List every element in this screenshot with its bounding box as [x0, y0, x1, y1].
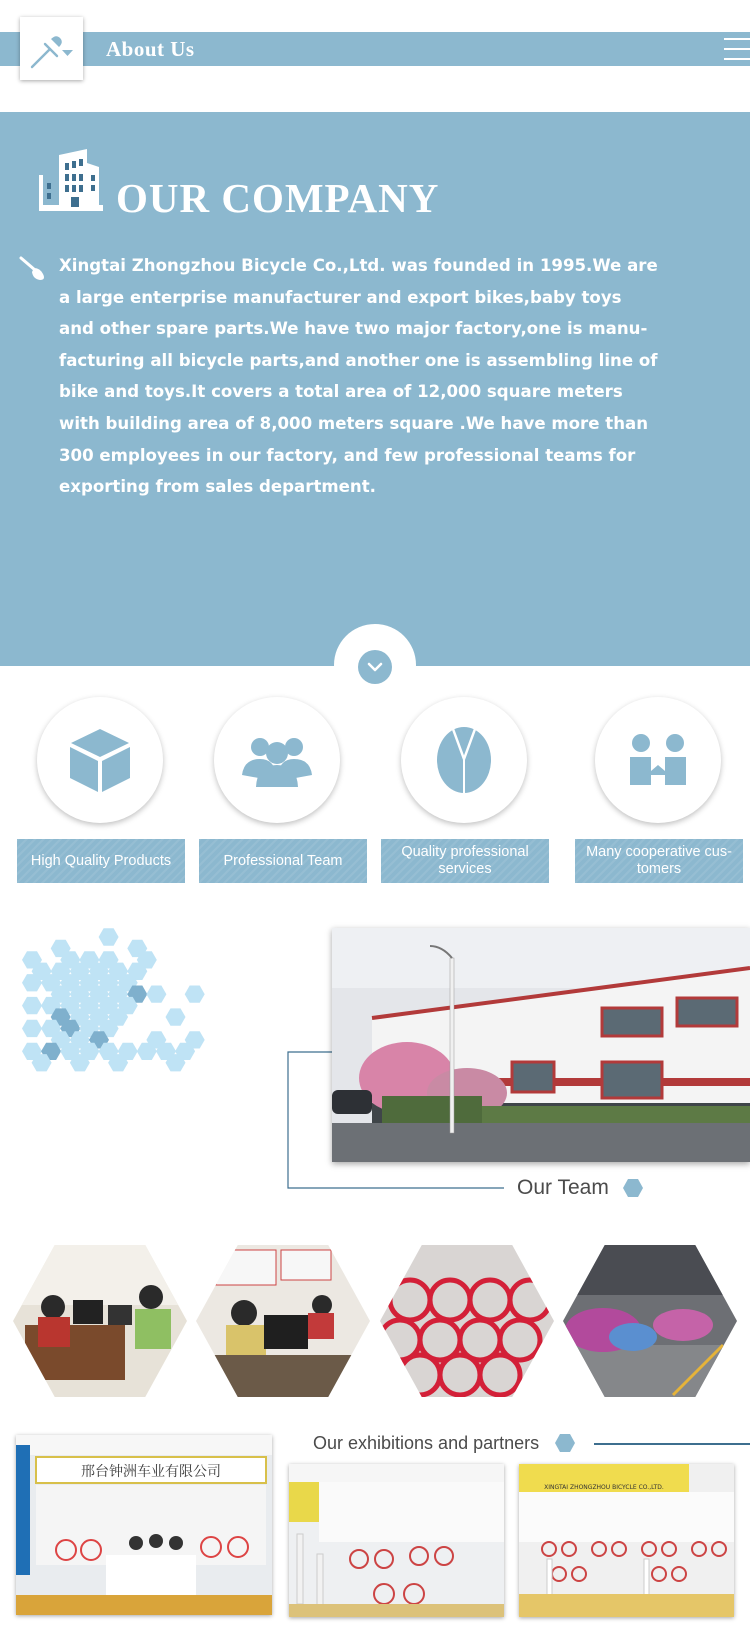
exhibitions-line [594, 1443, 750, 1445]
hexagon-bullet-icon [622, 1177, 644, 1199]
factory-photo [332, 928, 750, 1162]
scroll-down-button[interactable] [358, 650, 392, 684]
company-title: OUR COMPANY [116, 175, 440, 221]
hexagon-bullet-icon [554, 1432, 576, 1454]
hexagon-pattern [18, 925, 238, 1205]
team-photo-office-2 [196, 1245, 370, 1397]
cube-icon [37, 697, 163, 823]
hexagon-cell [146, 986, 166, 1003]
chevron-down-icon [358, 650, 392, 684]
feature-circle-services [401, 697, 527, 823]
eyedropper-icon [20, 17, 83, 80]
exhibitions-label: Our exhibitions and partners [313, 1433, 540, 1453]
suit-icon [401, 697, 527, 823]
our-team-label: Our Team [517, 1176, 609, 1199]
exhibition-photo-stand-2 [519, 1464, 734, 1617]
feature-label-team[interactable]: Professional Team [199, 839, 367, 883]
team-photo-rims [380, 1245, 554, 1397]
team-photo-warehouse [563, 1245, 737, 1397]
team-icon [214, 697, 340, 823]
hexagon-cell [22, 997, 42, 1014]
chevron-down-icon [62, 50, 73, 56]
exhibition-photo-booth [16, 1435, 272, 1615]
color-picker-button[interactable] [20, 17, 83, 80]
booth-sign-text: 邢台钟洲车业有限公司 [81, 1464, 221, 1480]
hexagon-cell [185, 986, 205, 1003]
feature-label-customers[interactable]: Many cooperative cus-tomers [575, 839, 743, 883]
building-icon [37, 145, 105, 213]
feature-circle-quality [37, 697, 163, 823]
feature-label-services[interactable]: Quality professional services [381, 839, 549, 883]
hexagon-cell [22, 1020, 42, 1037]
stand-sign-text: XINGTAI ZHONGZHOU BICYCLE CO.,LTD. [544, 1484, 664, 1491]
company-description: Xingtai Zhongzhou Bicycle Co.,Ltd. was founded in 1995.We are a large enterprise manufacturer and export bikes,baby toys and other spare parts.We have two major factory,one is manu- facturing all bicycle parts,and another one is assembling line of bike and toys.It covers a total area of 12,000 square meters with building area of 8,000 meters square .We have more than 300 employees in our factory, and few professional teams for exporting from sales department. [59, 256, 658, 497]
menu-icon[interactable] [724, 35, 750, 63]
page-title: About Us [106, 37, 195, 61]
hexagon-cell [99, 928, 119, 945]
exhibition-photo-stand-1 [289, 1464, 504, 1617]
feature-circle-team [214, 697, 340, 823]
feature-label-quality[interactable]: High Quality Products [17, 839, 185, 883]
hexagon-cell [166, 1008, 186, 1025]
brush-icon [18, 252, 48, 282]
team-photo-office-1 [13, 1245, 187, 1397]
handshake-icon [595, 697, 721, 823]
feature-circle-customers [595, 697, 721, 823]
